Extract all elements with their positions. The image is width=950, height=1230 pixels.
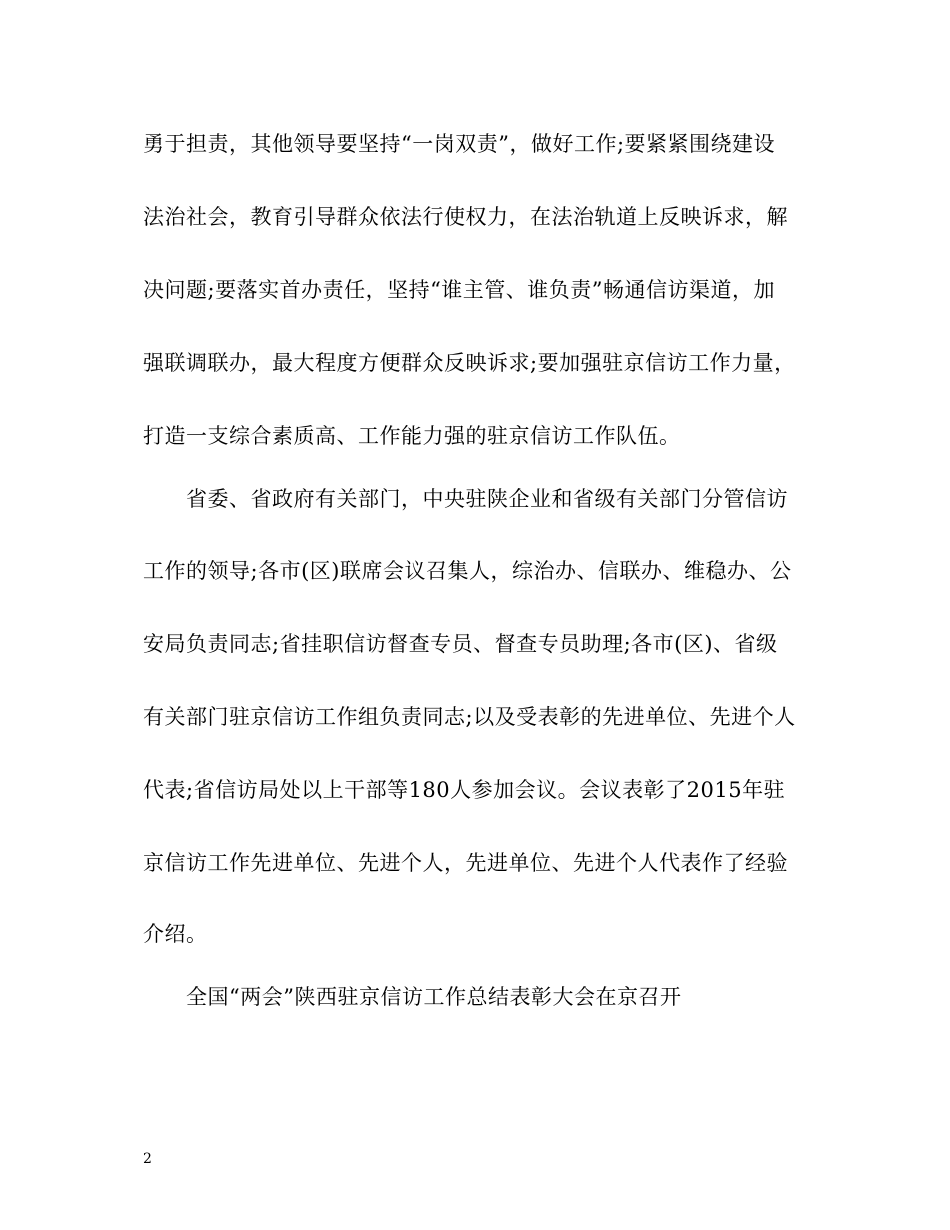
body-text-line: 工作的领导;各市(区)联席会议召集人，综治办、信联办、维稳办、公 [143,559,792,583]
body-text-line: 决问题;要落实首办责任，坚持“谁主管、谁负责”畅通信访渠道，加 [143,278,776,302]
body-text-line: 有关部门驻京信访工作组负责同志;以及受表彰的先进单位、先进个人 [143,705,796,729]
body-text-line: 强联调联办，最大程度方便群众反映诉求;要加强驻京信访工作力量， [143,351,796,375]
body-text-line: 介绍。 [143,922,208,946]
body-text-line: 代表;省信访局处以上干部等180人参加会议。会议表彰了2015年驻 [143,778,786,802]
body-text-line: 勇于担责，其他领导要坚持“一岗双责”，做好工作;要紧紧围绕建设 [143,132,776,156]
body-text-line: 打造一支综合素质高、工作能力强的驻京信访工作队伍。 [143,424,681,448]
body-text-line: 京信访工作先进单位、先进个人，先进单位、先进个人代表作了经验 [143,851,788,875]
heading-line: 全国“两会”陕西驻京信访工作总结表彰大会在京召开 [186,985,682,1009]
page-number: 2 [143,1151,152,1167]
body-text-line: 法治社会，教育引导群众依法行使权力，在法治轨道上反映诉求，解 [143,205,788,229]
body-text-line: 安局负责同志;省挂职信访督查专员、督查专员助理;各市(区)、省级 [143,632,778,656]
paragraph-first-line: 省委、省政府有关部门，中央驻陕企业和省级有关部门分管信访 [186,487,788,511]
